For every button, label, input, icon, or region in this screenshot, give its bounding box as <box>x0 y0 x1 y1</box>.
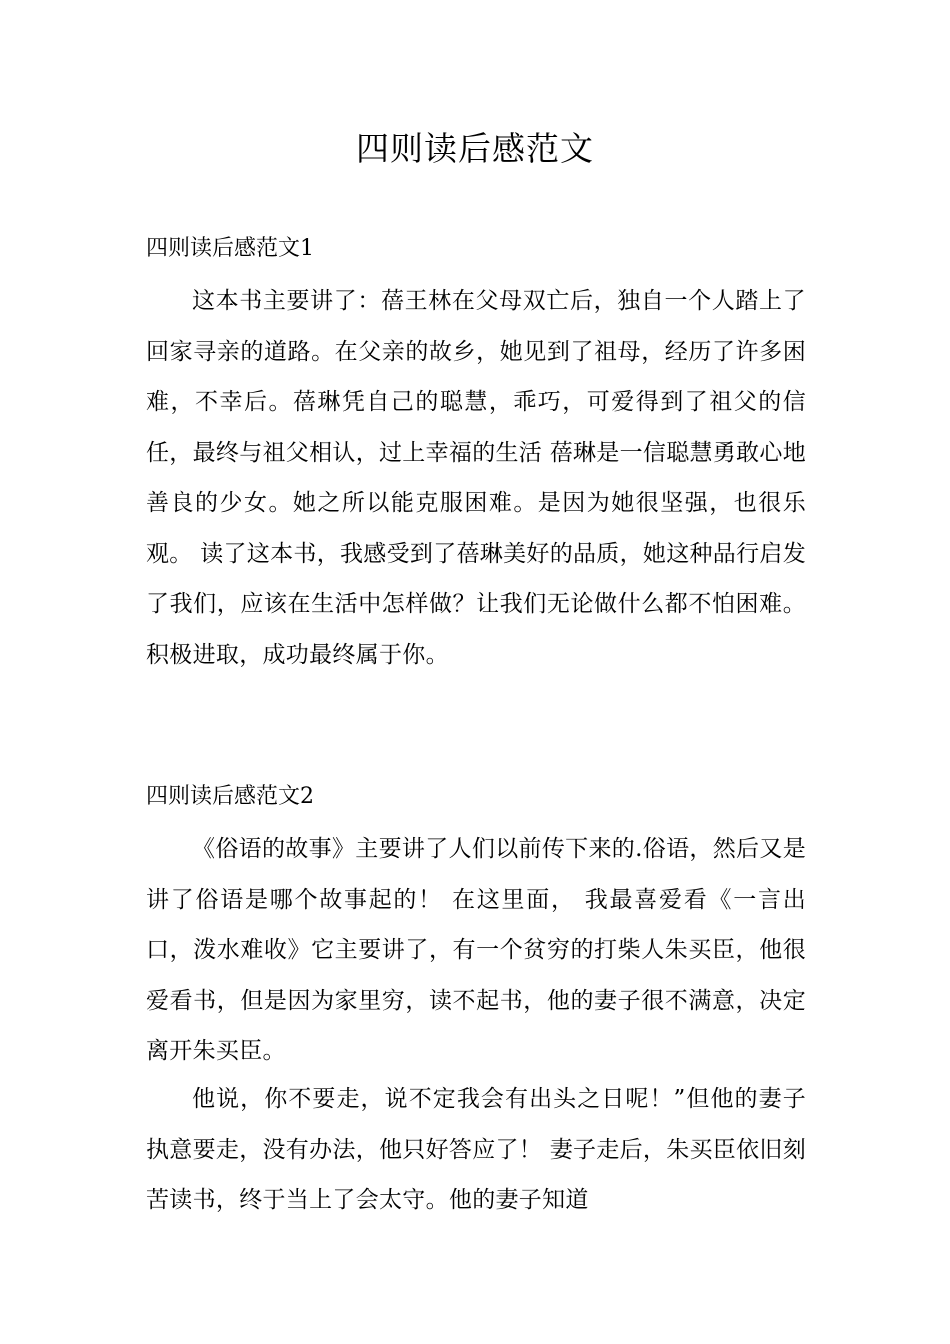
section-1-paragraph-1: 这本书主要讲了：蓓王林在父母双亡后，独自一个人踏上了回家寻亲的道路。在父亲的故乡，她见到了祖母，经历了许多困难，不幸后。蓓琳凭自己的聪慧，乖巧，可爱得到了祖父的信任，最终与祖父相认，过上幸福的生活 蓓琳是一信聪慧勇敢心地善良的少女。她之所以能克服困难。是因为她很坚强，也很乐观。 读了这本书，我感受到了蓓琳美好的品质，她这种品行启发了我们，应该在生活中怎样做？让我们无论做什么都不怕困难。积极进取，成功最终属于你。 <box>146 288 807 668</box>
section-2-paragraph-1: 《俗语的故事》主要讲了人们以前传下来的.俗语，然后又是讲了俗语是哪个故事起的！ 在这里面， 我最喜爱看《一言出口，泼水难收》它主要讲了，有一个贫穷的打柴人朱买臣，他很爱看书，但是因为家里穷，读不起书，他的妻子很不满意，决定离开朱买臣。 <box>146 836 806 1064</box>
document-title: 四则读后感范文 <box>356 129 594 168</box>
section-heading-2: 四则读后感范文2 <box>146 784 314 809</box>
section-2-paragraph-2: 他说，你不要走，说不定我会有出头之日呢！”但他的妻子执意要走，没有办法，他只好答应了！ 妻子走后，朱买臣依旧刻苦读书，终于当上了会太守。他的妻子知道 <box>146 1086 807 1213</box>
section-heading-1: 四则读后感范文1 <box>146 236 314 261</box>
